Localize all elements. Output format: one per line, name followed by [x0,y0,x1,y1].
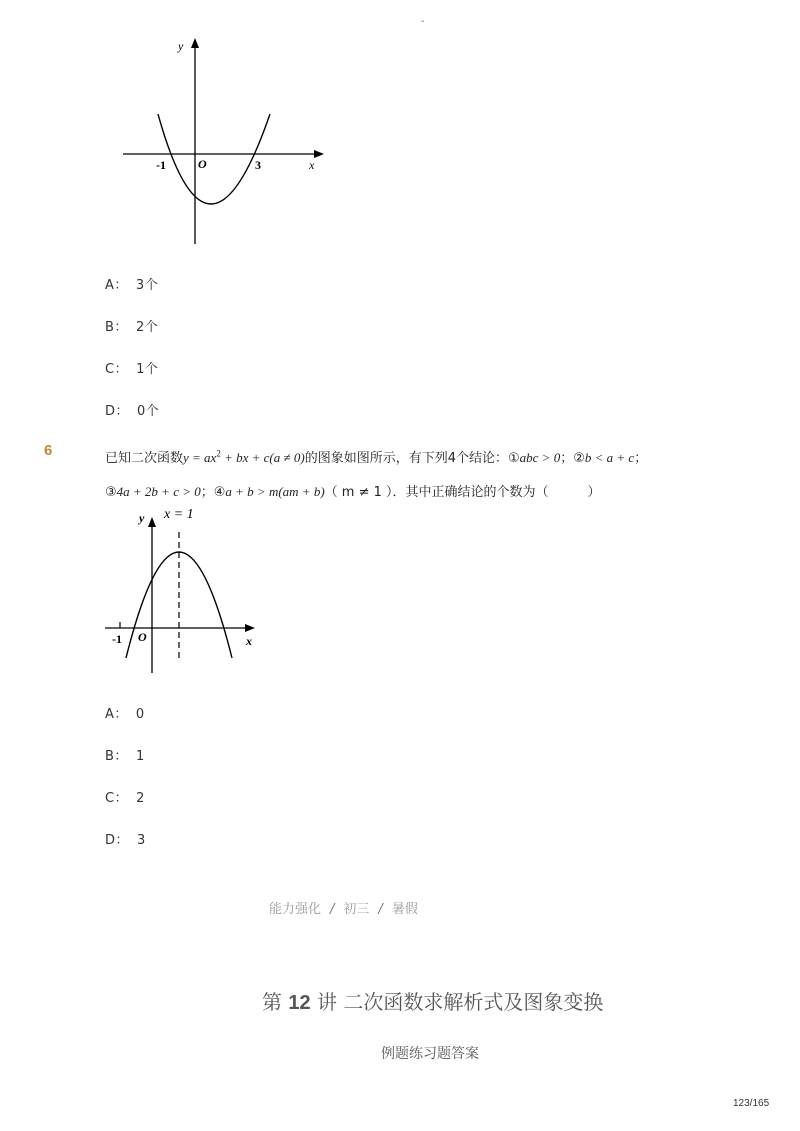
option-letter: A [105,278,115,293]
option-text: 3 [137,833,146,848]
y-axis-arrow [148,517,156,527]
chapter-title: 第 12 讲 二次函数求解析式及图象变换 [262,990,604,1014]
option-text: 0个 [137,404,160,419]
question-stem-line2: ③4a + 2b + c > 0；④a + b > m(am + b)（ m ≠ 1 ）．其中正确结论的个数为（ ） [105,484,601,500]
breadcrumb [269,898,418,917]
tick-label-right: 3 [255,158,261,172]
conclusion-4: a + b > m(am + b) [225,484,325,499]
option-b[interactable]: B： 1 [105,749,145,764]
option-c[interactable]: C： 2 [105,791,145,806]
top-mark: - [421,16,425,27]
breadcrumb-separator: / [378,902,383,917]
function-expr: $y = ax^2$ + bx + c(a ≠ 0) [183,448,305,465]
x-axis-arrow [314,150,324,158]
question-number: 6 [44,442,53,459]
parabola-curve [158,114,270,204]
conclusion-3: 4a + 2b + c > 0 [116,484,201,499]
breadcrumb-item: 初三 [343,902,370,917]
breadcrumb-separator: / [330,902,335,917]
option-letter: C [105,362,115,377]
x-axis-label: x [246,634,252,648]
option-letter: C [105,791,115,806]
breadcrumb-item: 能力强化 [269,902,322,917]
chapter-number: 12 [288,992,311,1014]
x-axis-arrow [245,624,255,632]
conclusion-1: abc > 0 [519,450,561,465]
origin-label: O [138,630,147,644]
option-d[interactable]: D： 3 [105,833,146,848]
x-axis-label: x [309,158,315,172]
option-d[interactable]: D： 0个 [105,404,160,419]
option-text: 2个 [135,320,159,335]
origin-label: O [198,157,207,171]
option-text: 1 [135,749,145,764]
y-axis-label: y [139,511,145,525]
option-text: 1个 [136,362,159,377]
tick-label-left: -1 [156,158,166,172]
y-axis-label: y [178,39,184,53]
graph-parabola-up [118,34,333,250]
option-letter: D [105,833,116,848]
option-letter: B [105,320,115,335]
y-axis-arrow [191,38,199,48]
option-text: 0 [135,707,145,722]
option-a[interactable]: A： 0 [105,707,145,722]
option-letter: B [105,749,115,764]
option-c[interactable]: C： 1个 [105,362,159,377]
axis-of-symmetry-label: x = 1 [164,507,194,522]
conclusion-2: b < a + c [584,450,635,465]
option-b[interactable]: B： 2个 [105,320,159,335]
option-text: 2 [136,791,145,806]
condition: （ m ≠ 1 ） [324,485,393,500]
breadcrumb-item: 暑假 [391,902,418,917]
option-a[interactable]: A： 3个 [105,278,159,293]
tick-label-left: -1 [112,632,122,646]
option-text: 3个 [135,278,159,293]
option-letter: A [105,707,115,722]
option-letter: D [105,404,116,419]
graph-parabola-down [100,500,265,678]
question-stem-line1: 已知二次函数$y = ax^2$ + bx + c(a ≠ 0)的图象如图所示，有下列4个结论：①abc > 0；②b < a + c； [105,448,648,466]
section-subtitle: 例题练习题答案 [381,1046,479,1062]
page-number: 123/165 [733,1098,770,1109]
